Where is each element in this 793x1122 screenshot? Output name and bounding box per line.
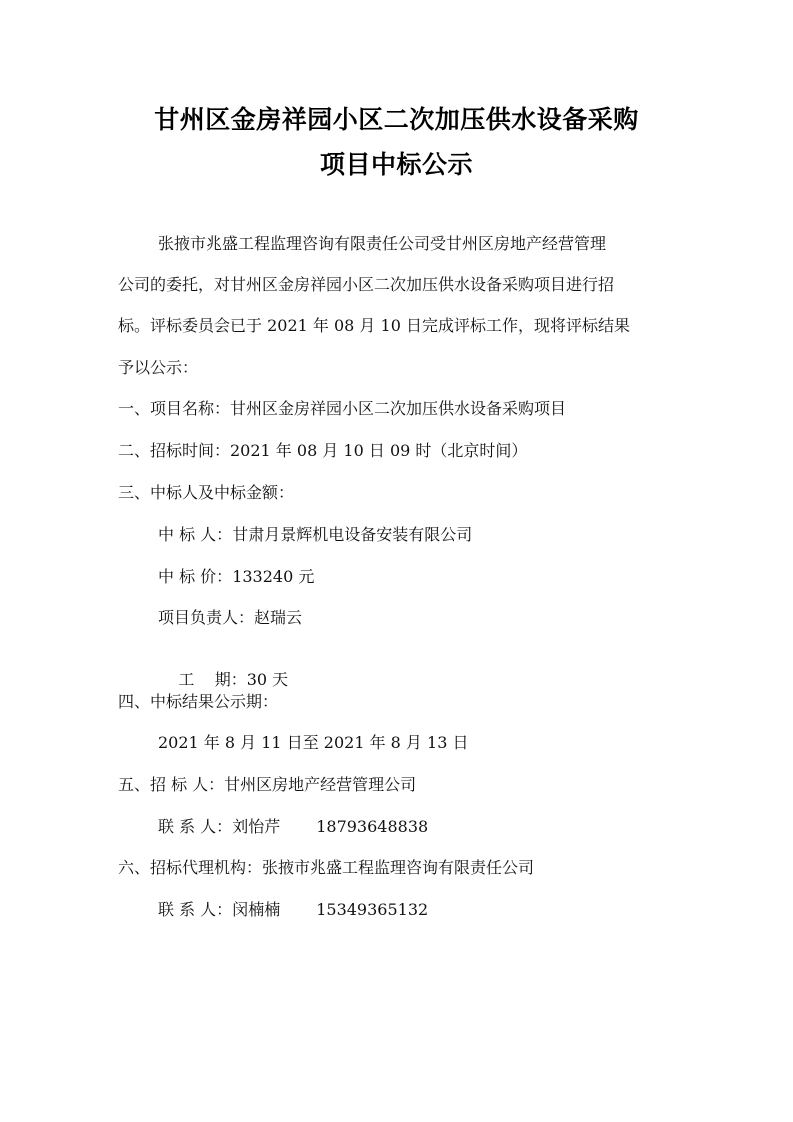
winner-value: 甘肃月景辉机电设备安装有限公司 bbox=[232, 525, 473, 544]
section-publicity-heading: 四、中标结果公示期： bbox=[118, 692, 279, 711]
price-row bbox=[158, 567, 314, 587]
publicity-dates: 2021 年 8 月 11 日至 2021 年 8 月 13 日 bbox=[158, 733, 469, 752]
agency-contact-name: 闵楠楠 bbox=[232, 900, 281, 919]
page-title-line-1: 甘州区金房祥园小区二次加压供水设备采购 bbox=[154, 105, 639, 134]
period-value: 30 天 bbox=[246, 670, 289, 689]
intro-paragraph-line-4: 予以公示： bbox=[118, 358, 199, 377]
agency-contact-phone: 15349365132 bbox=[316, 900, 429, 919]
section-tenderer: 五、招 标 人：甘州区房地产经营管理公司 bbox=[118, 775, 417, 794]
page-title-line-2: 项目中标公示 bbox=[319, 150, 473, 179]
price-value: 133240 元 bbox=[232, 567, 315, 586]
winner-label: 中 标 人： bbox=[158, 525, 233, 544]
intro-paragraph-line-1: 张掖市兆盛工程监理咨询有限责任公司受甘州区房地产经营管理 bbox=[158, 234, 607, 253]
agency-contact-label: 联 系 人： bbox=[158, 900, 233, 919]
section-bid-time: 二、招标时间：2021 年 08 月 10 日 09 时（北京时间） bbox=[118, 441, 528, 460]
manager-row bbox=[158, 608, 302, 628]
section-agency: 六、招标代理机构：张掖市兆盛工程监理咨询有限责任公司 bbox=[118, 858, 535, 877]
period-label: 工 期： bbox=[178, 670, 247, 689]
intro-paragraph-line-2: 公司的委托，对甘州区金房祥园小区二次加压供水设备采购项目进行招 bbox=[118, 275, 615, 294]
section-project-name: 一、项目名称：甘州区金房祥园小区二次加压供水设备采购项目 bbox=[118, 399, 567, 418]
tenderer-contact-label: 联 系 人： bbox=[158, 817, 233, 836]
agency-contact-row bbox=[158, 900, 428, 920]
tenderer-contact-name: 刘怡芹 bbox=[232, 817, 281, 836]
tenderer-contact-phone: 18793648838 bbox=[316, 817, 429, 836]
manager-value: 赵瑞云 bbox=[254, 608, 303, 627]
price-label: 中 标 价： bbox=[158, 567, 233, 586]
section-winner-heading: 三、中标人及中标金额： bbox=[118, 483, 295, 502]
intro-paragraph-line-3: 标。评标委员会已于 2021 年 08 月 10 日完成评标工作，现将评标结果 bbox=[118, 316, 630, 335]
manager-label: 项目负责人： bbox=[158, 608, 255, 627]
tenderer-contact-row bbox=[158, 817, 428, 837]
winner-row bbox=[158, 525, 472, 545]
